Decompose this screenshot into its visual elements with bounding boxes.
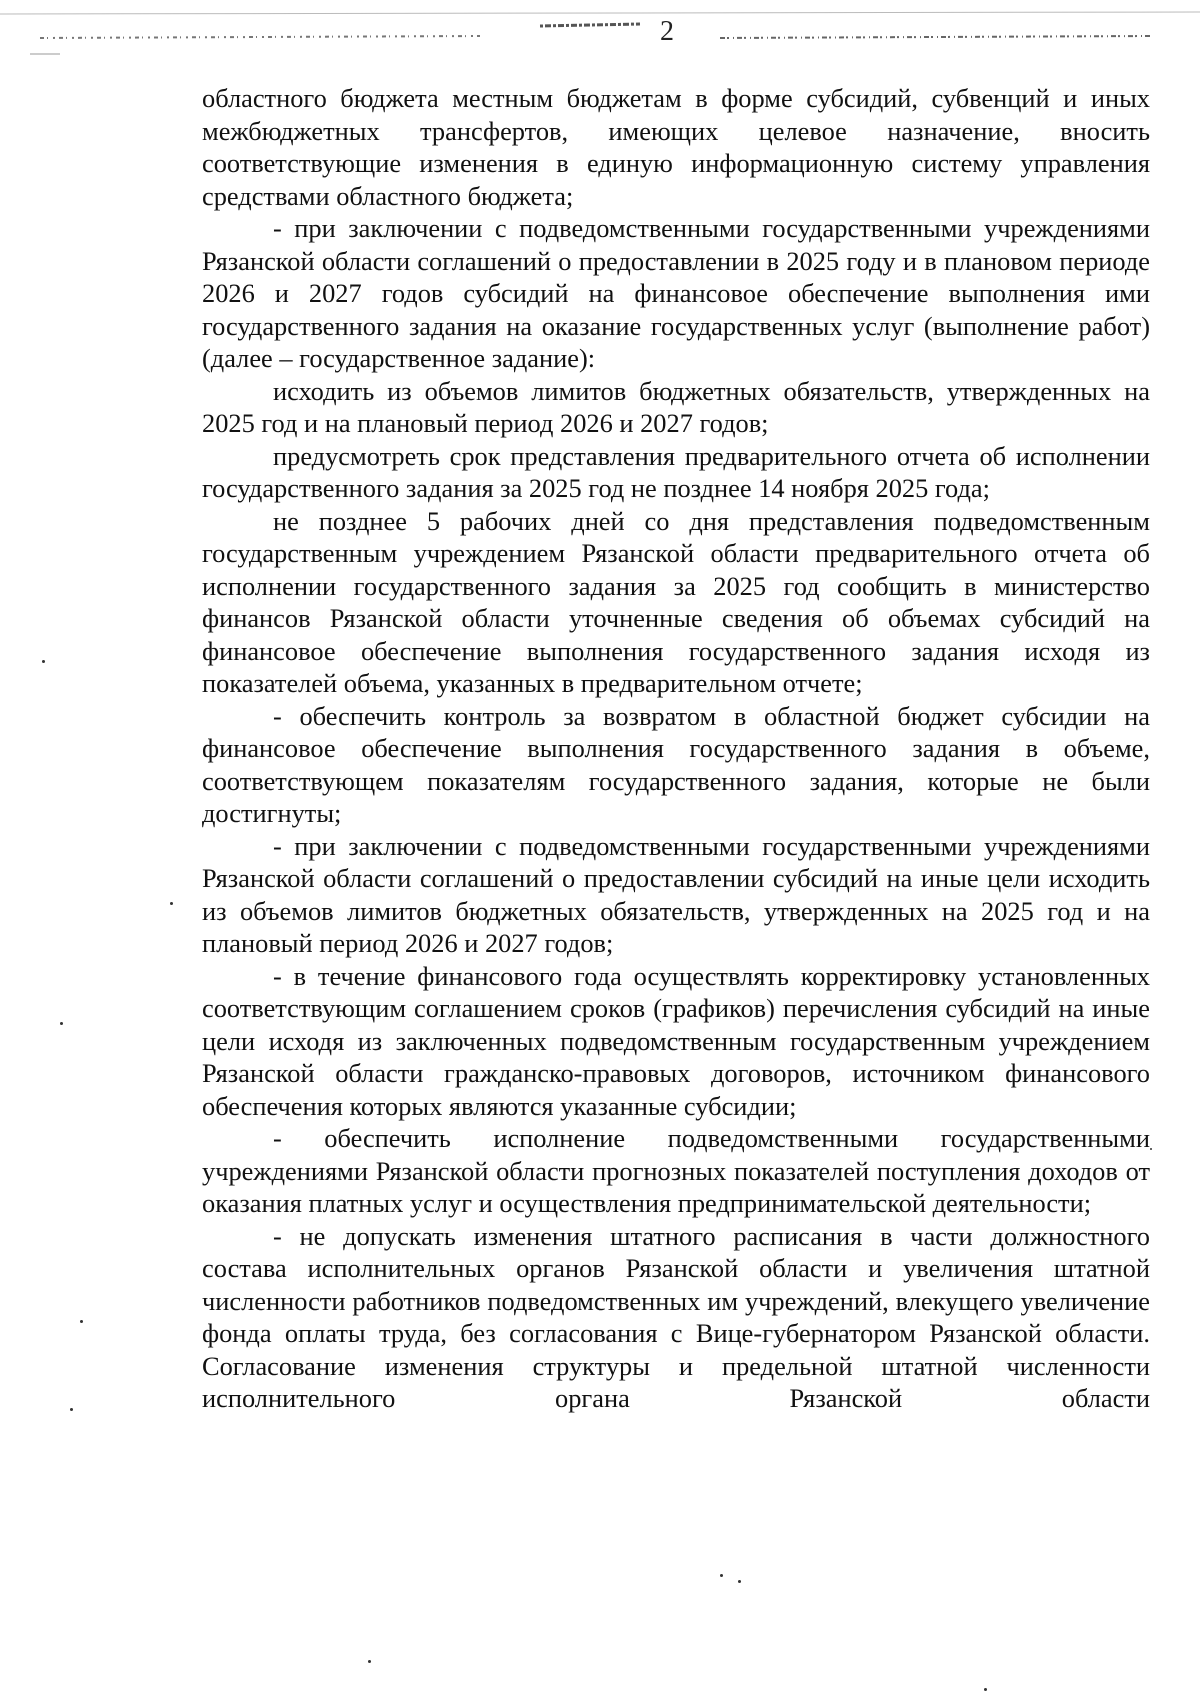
document-body (202, 82, 1150, 1415)
paragraph-6: - обеспечить контроль за возвратом в областной бюджет субсидии на финансовое обеспечение выполнения государственного задания в объеме, соответствующем показателям государственного задания, которые не были достигнуты; (202, 700, 1150, 828)
scan-speck (60, 1022, 63, 1025)
paragraph-8: - в течение финансового года осуществлять корректировку установленных соответствующим соглашением сроков (графиков) перечисления субсидий на иные цели исходя из заключенных подведомственным государственным учреждением Рязанской области гражданско-правовых договоров, источником финансового обеспечения которых являются указанные субсидии; (202, 960, 1150, 1121)
scan-noise-strip (0, 0, 1200, 70)
paragraph-5: не позднее 5 рабочих дней со дня представления подведомственным государственным учреждением Рязанской области предварительного отчета об исполнении государственного задания за 2025 год сообщить в министерство финансов Рязанской области уточненные сведения об объемах субсидий на финансовое обеспечение выполнения государственного задания исходя из показателей объема, указанных в предварительном отчете; (202, 505, 1150, 698)
paragraph-1: областного бюджета местным бюджетам в форме субсидий, субвенций и иных межбюджетных трансфертов, имеющих целевое назначение, вносить соответствующие изменения в единую информационную систему управления средствами областного бюджета; (202, 83, 1150, 211)
paragraph-10: - не допускать изменения штатного расписания в части должностного состава исполнительных органов Рязанской области и увеличения штатной численности работников подведомственных им учреждений, влекущего увеличение фонда оплаты труда, без согласования с Вице-губернатором Рязанской области. Согласование изменения структуры и предельной штатной численности исполнительного органа Рязанской области (202, 1220, 1150, 1413)
paragraph-7: - при заключении с подведомственными государственными учреждениями Рязанской области соглашений о предоставлении субсидий на иные цели исходить из объемов лимитов бюджетных обязательств, утвержденных на 2025 год и на плановый период 2026 и 2027 годов; (202, 830, 1150, 958)
scan-speck (738, 1580, 741, 1583)
paragraph-2: - при заключении с подведомственными государственными учреждениями Рязанской области соглашений о предоставлении в 2025 году и в плановом периоде 2026 и 2027 годов субсидий на финансовое обеспечение выполнения ими государственного задания на оказание государственных услуг (выполнение работ) (далее – государственное задание): (202, 213, 1150, 373)
scan-speck (42, 660, 45, 663)
scan-speck (984, 1688, 987, 1691)
scan-speck (70, 1408, 73, 1411)
scan-speck (170, 902, 173, 905)
paragraph-4: предусмотреть срок представления предварительного отчета об исполнении государственного задания за 2025 год не позднее 14 ноября 2025 года; (202, 440, 1150, 503)
paragraph-3: исходить из объемов лимитов бюджетных обязательств, утвержденных на 2025 год и на плановый период 2026 и 2027 годов; (202, 375, 1150, 438)
scan-header (0, 0, 1200, 70)
scan-speck (720, 1574, 723, 1577)
scan-speck (80, 1320, 83, 1323)
scan-speck (368, 1660, 371, 1663)
page-number: 2 (660, 16, 674, 47)
paragraph-9: - обеспечить исполнение подведомственными государственными учреждениями Рязанской области прогнозных показателей поступления доходов от оказания платных услуг и осуществления предпринимательской деятельности; (202, 1123, 1150, 1218)
scan-speck (1150, 1148, 1152, 1150)
